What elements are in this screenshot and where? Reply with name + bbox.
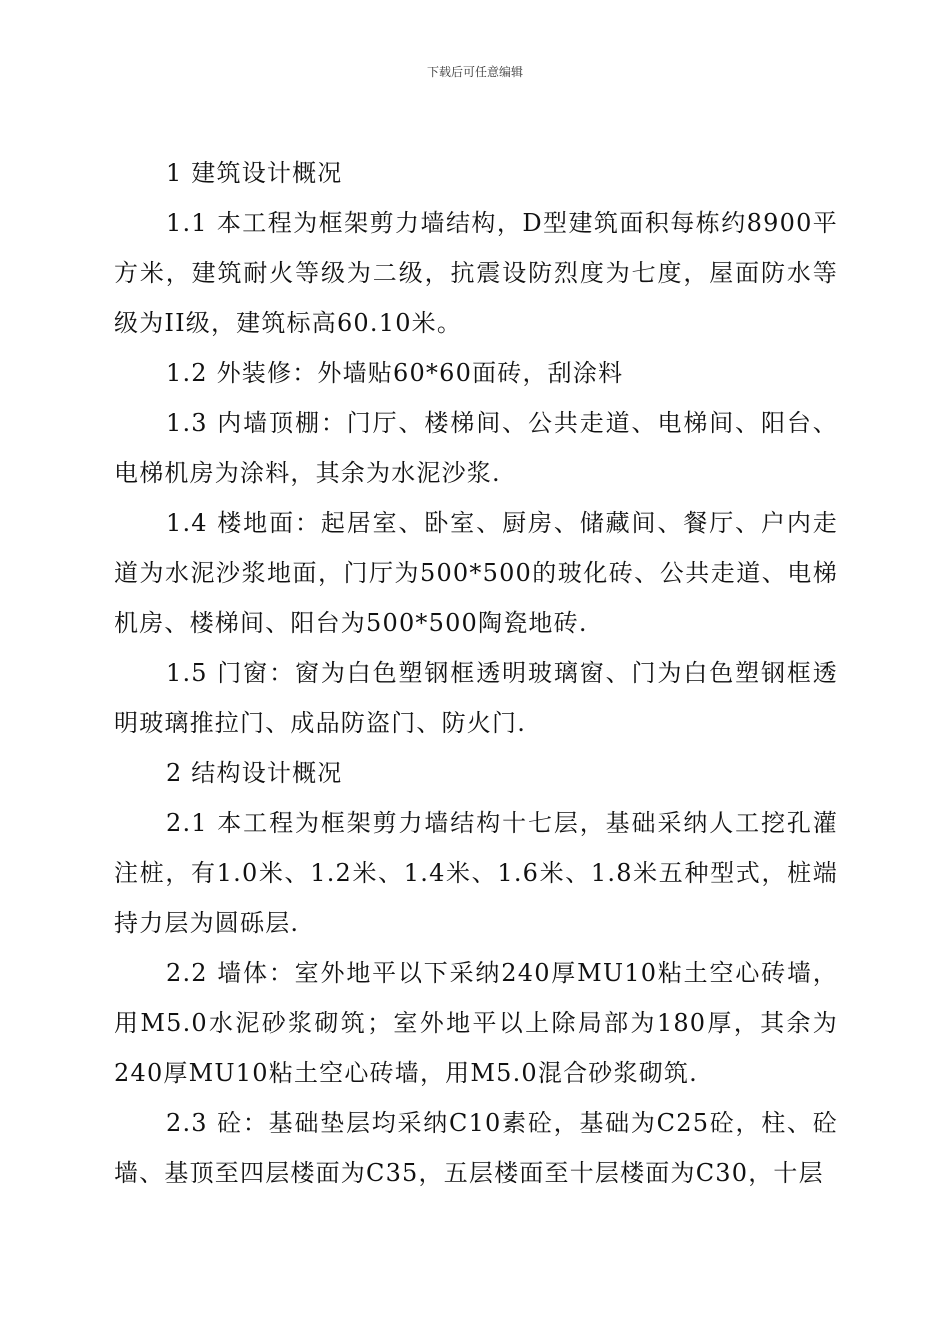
section-heading-2: 2 结构设计概况 (166, 759, 343, 787)
paragraph-1-3: 1.3 内墙顶棚：门厅、楼梯间、公共走道、电梯间、阳台、电梯机房为涂料，其余为水泥沙浆. (114, 409, 838, 487)
paragraph-2-2: 2.2 墙体：室外地平以下采纳240厚MU10粘土空心砖墙，用M5.0水泥砂浆砌筑；室外地平以上除局部为180厚，其余为240厚MU10粘土空心砖墙，用M5.0混合砂浆砌筑. (114, 959, 838, 1087)
paragraph-1-2: 1.2 外装修：外墙贴60*60面砖，刮涂料 (166, 359, 624, 387)
page-header-note: 下载后可任意编辑 (426, 65, 523, 79)
paragraph-2-3: 2.3 砼：基础垫层均采纳C10素砼，基础为C25砼，柱、砼墙、基顶至四层楼面为C35，五层楼面至十层楼面为C30，十层 (114, 1109, 838, 1187)
paragraph-1-5: 1.5 门窗：窗为白色塑钢框透明玻璃窗、门为白色塑钢框透明玻璃推拉门、成品防盗门、防火门. (114, 659, 838, 737)
document-body (114, 148, 838, 1198)
section-heading-1: 1 建筑设计概况 (166, 159, 343, 187)
paragraph-1-1: 1.1 本工程为框架剪力墙结构，D型建筑面积每栋约8900平方米，建筑耐火等级为二级，抗震设防烈度为七度，屋面防水等级为II级，建筑标高60.10米。 (114, 209, 838, 337)
paragraph-2-1: 2.1 本工程为框架剪力墙结构十七层，基础采纳人工挖孔灌注桩，有1.0米、1.2米、1.4米、1.6米、1.8米五种型式，桩端持力层为圆砾层. (114, 809, 838, 937)
paragraph-1-4: 1.4 楼地面：起居室、卧室、厨房、储藏间、餐厅、户内走道为水泥沙浆地面，门厅为500*500的玻化砖、公共走道、电梯机房、楼梯间、阳台为500*500陶瓷地砖. (114, 509, 838, 637)
